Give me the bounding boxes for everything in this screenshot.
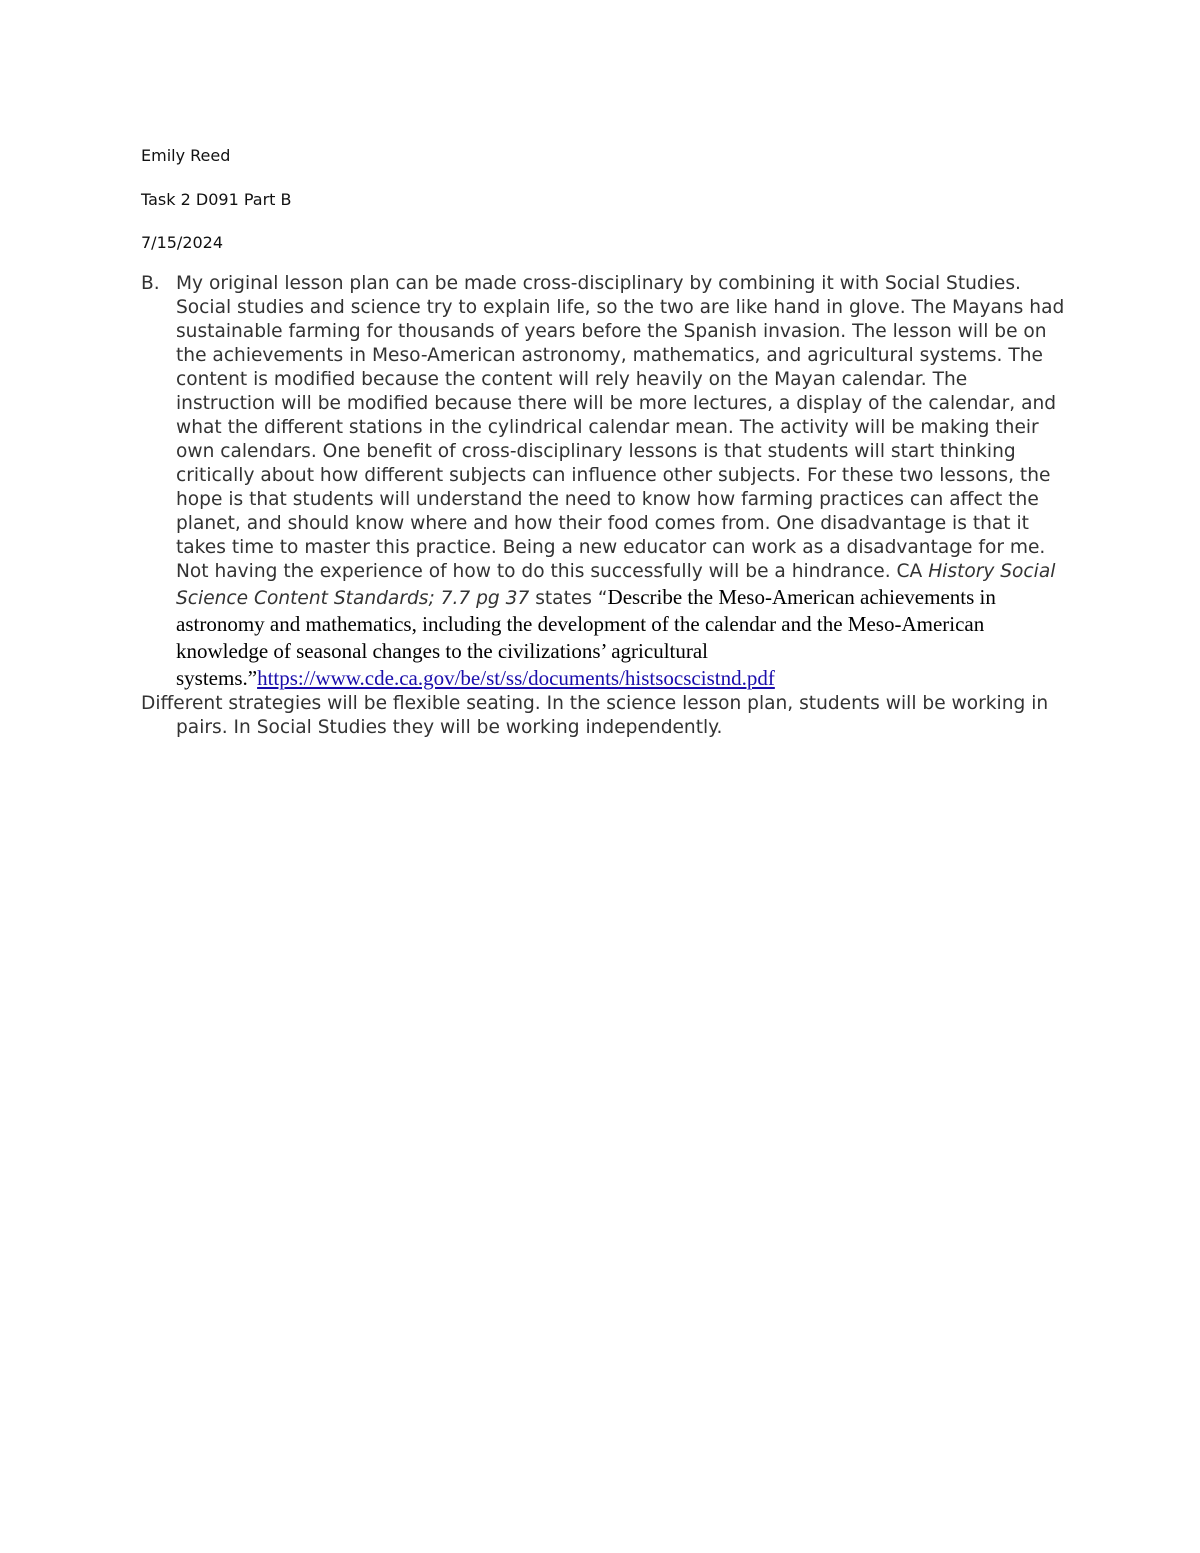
- paragraph-strategies: Different strategies will be flexible seating. In the science lesson plan, students will be working in pairs. In Social Studies they will be working independently.: [141, 693, 1049, 738]
- standard-quote: Describe the Meso-American achievements in astronomy and mathematics, including the development of the calendar and the Meso-American knowledge of seasonal changes to the civilizations’ agricultural systems.”: [176, 585, 996, 690]
- standards-title: History Social Science Content Standards; 7.7 pg 37: [176, 561, 1056, 609]
- paragraph-b: [141, 272, 1066, 692]
- paragraph-b-text: My original lesson plan can be made cross-disciplinary by combining it with Social Studies. Social studies and science try to explain life, so the two are like hand in glove. The Mayans had sustainable farming for thousands of years before the Spanish invasion. The lesson will be on the achievements in Meso-American astronomy, mathematics, and agricultural systems. The content is modified because the content will rely heavily on the Mayan calendar. The instruction will be modified because there will be more lectures, a display of the calendar, and what the different stations in the cylindrical calendar mean. The activity will be making their own calendars. One benefit of cross-disciplinary lessons is that students will start thinking critically about how different subjects can influence other subjects. For these two lessons, the hope is that students will understand the need to know how farming practices can affect the planet, and should know where and how their food comes from. One disadvantage is that it takes time to master this practice. Being a new educator can work as a disadvantage for me. Not having the experience of how to do this successfully will be a hindrance. CA: [176, 273, 1065, 582]
- author-name: Emily Reed: [141, 146, 231, 165]
- task-title: Task 2 D091 Part B: [141, 190, 292, 209]
- list-marker: B.: [141, 273, 160, 294]
- document-date: 7/15/2024: [141, 233, 224, 252]
- standards-link[interactable]: https://www.cde.ca.gov/be/st/ss/documents/histsocscistnd.pdf: [257, 666, 775, 690]
- document-body: [141, 272, 1066, 740]
- states-text: states “: [529, 588, 608, 609]
